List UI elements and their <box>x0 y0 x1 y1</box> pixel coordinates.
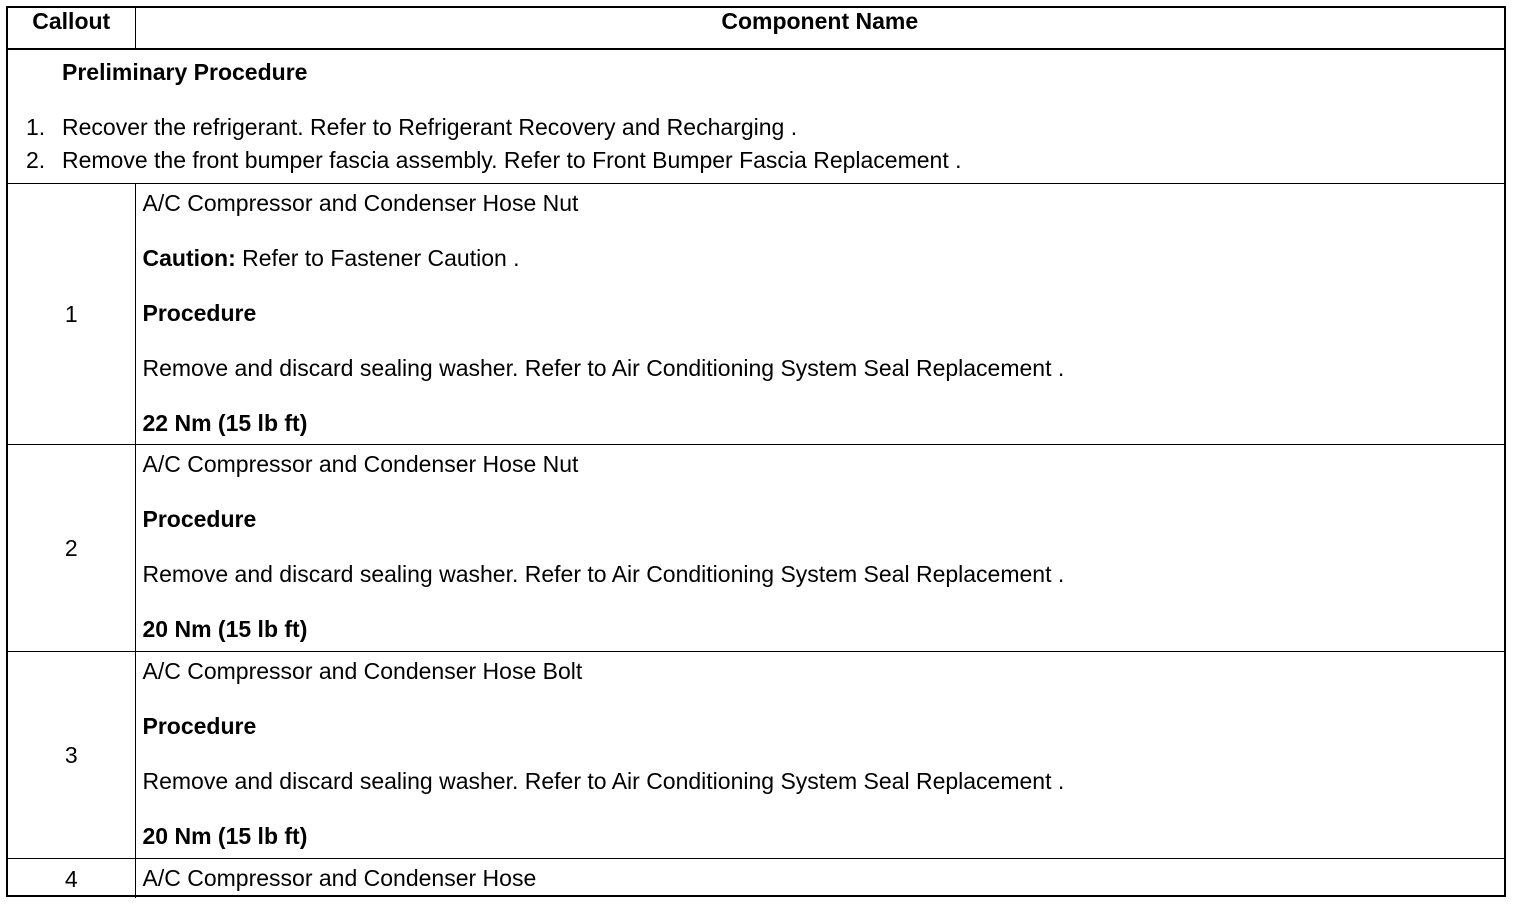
component-cell <box>135 859 1504 899</box>
callout-number: 4 <box>8 859 135 899</box>
component-cell <box>135 652 1504 859</box>
table-row <box>8 859 1504 899</box>
preliminary-step <box>8 111 1504 144</box>
procedure-text[interactable]: Remove and discard sealing washer. Refer to Air Conditioning System Seal Replacement . <box>142 355 1065 381</box>
caution-label: Caution: <box>142 245 236 271</box>
procedure-table-frame <box>6 6 1506 897</box>
callout-number: 1 <box>8 184 135 445</box>
component-cell <box>135 184 1504 445</box>
preliminary-step <box>8 144 1504 177</box>
torque-spec: 22 Nm (15 lb ft) <box>142 410 308 436</box>
table-header-row <box>8 8 1504 49</box>
caution-text[interactable]: Refer to Fastener Caution . <box>235 245 520 271</box>
preliminary-steps-list <box>8 111 1504 177</box>
component-name: A/C Compressor and Condenser Hose Bolt <box>142 658 583 684</box>
step-text[interactable]: Recover the refrigerant. Refer to Refrigerant Recovery and Recharging . <box>62 114 798 140</box>
callout-number: 2 <box>8 445 135 652</box>
procedure-text[interactable]: Remove and discard sealing washer. Refer to Air Conditioning System Seal Replacement . <box>142 561 1065 587</box>
caution-note <box>143 245 1497 271</box>
procedure-heading: Procedure <box>142 713 257 739</box>
step-number: 2. <box>26 147 46 173</box>
torque-spec: 20 Nm (15 lb ft) <box>142 616 308 642</box>
component-name: A/C Compressor and Condenser Hose Nut <box>142 451 579 477</box>
step-number: 1. <box>26 114 46 140</box>
table-row <box>8 445 1504 652</box>
component-cell <box>135 445 1504 652</box>
torque-spec: 20 Nm (15 lb ft) <box>142 823 308 849</box>
table-row <box>8 184 1504 445</box>
preliminary-procedure-cell <box>8 49 1504 184</box>
preliminary-procedure-row <box>8 49 1504 184</box>
procedure-text[interactable]: Remove and discard sealing washer. Refer to Air Conditioning System Seal Replacement . <box>142 768 1065 794</box>
component-name: A/C Compressor and Condenser Hose <box>142 865 537 891</box>
callout-number: 3 <box>8 652 135 859</box>
preliminary-procedure-title: Preliminary Procedure <box>62 59 308 85</box>
callout-column-header: Callout <box>8 8 135 49</box>
table-row <box>8 652 1504 859</box>
procedure-heading: Procedure <box>142 300 257 326</box>
procedure-table <box>8 8 1504 898</box>
procedure-heading: Procedure <box>142 506 257 532</box>
component-name-column-header: Component Name <box>135 8 1504 49</box>
component-name: A/C Compressor and Condenser Hose Nut <box>142 190 579 216</box>
step-text[interactable]: Remove the front bumper fascia assembly. Refer to Front Bumper Fascia Replacement . <box>62 147 962 173</box>
